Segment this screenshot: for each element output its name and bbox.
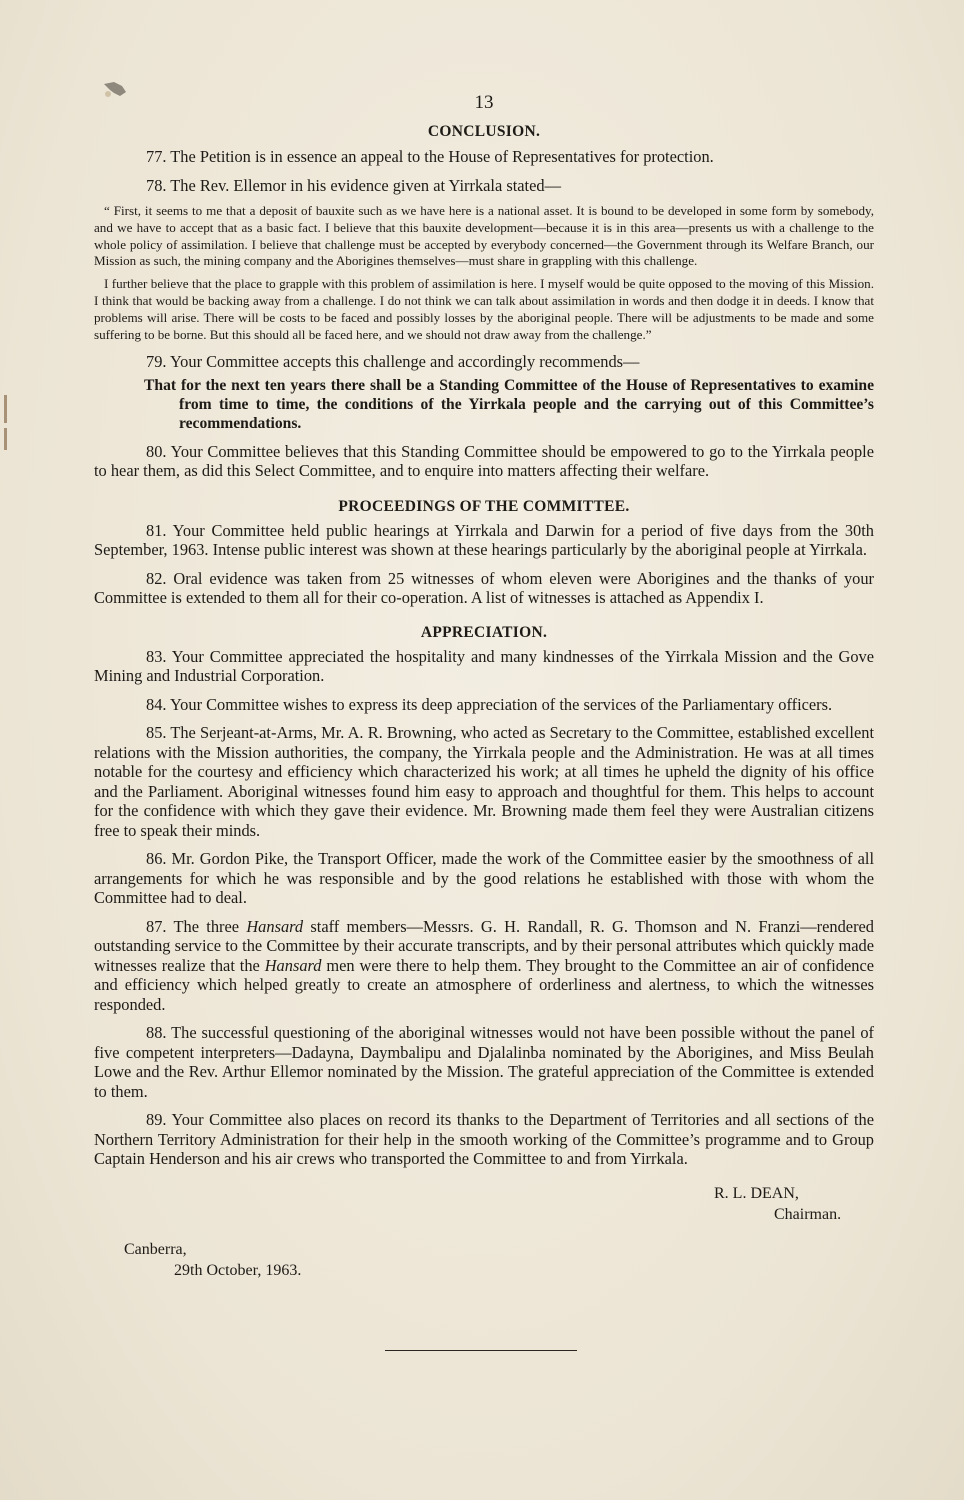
- paragraph-79: 79. Your Committee accepts this challenge and accordingly recommends—: [146, 352, 640, 372]
- paragraph-84: 84. Your Committee wishes to express its deep appreciation of the services of the Parliamentary officers.: [146, 694, 833, 714]
- paragraph-89: 89. Your Committee also places on record its thanks to the Department of Territories and all sections of the Northern Territory Administration for their help in the smooth working of the Committee’s programme and to Group Captain Henderson and his air crews who transported the Committee to and from Yirrkala.: [94, 1110, 874, 1169]
- signature-block: [714, 1183, 874, 1225]
- paragraph-78: 78. The Rev. Ellemor in his evidence given at Yirrkala stated—: [146, 175, 561, 195]
- place-date-block: [124, 1239, 874, 1281]
- paragraph-77: 77. The Petition is in essence an appeal to the House of Representatives for protection.: [146, 147, 714, 166]
- date: 29th October, 1963.: [174, 1261, 302, 1279]
- hansard-italic: Hansard: [264, 955, 322, 975]
- page-number: 13: [474, 92, 494, 113]
- paragraph-82: 82. Oral evidence was taken from 25 witnesses of whom eleven were Aborigines and the thanks of your Committee is extended to them all for their co-operation. A list of witnesses is attached as Appendix I.: [94, 568, 874, 608]
- paragraph-80: 80. Your Committee believes that this Standing Committee should be empowered to go to the Yirrkala people to hear them, as did this Select Committee, and to enquire into matters affecting their welfare.: [94, 441, 874, 481]
- edge-mark: [4, 395, 7, 423]
- heading-conclusion: CONCLUSION.: [427, 123, 541, 140]
- place: Canberra,: [124, 1240, 187, 1258]
- quotation-2: I further believe that the place to grapple with this problem of assimilation is here. I myself would be quite opposed to the moving of this Mission. I think that would be backing away from a challenge. I do not think we can talk about assimilation in words and then dodge it in deeds. I know that problems will arise. There will be costs to be faced and possibly losses by the aboriginal people. There will be adjustments to be made and some suffering to be borne. But this should all be faced here, and we should not draw away from the challenge.”: [94, 276, 874, 342]
- paragraph-87: [94, 917, 874, 1015]
- quotation-1: “ First, it seems to me that a deposit of bauxite such as we have here is a national asset. It is bound to be developed in some form by somebody, and we have to accept that as a basic fact. I believe that this bauxite development—because it is in this area—presents us with a challenge to the whole policy of assimilation. I believe that challenge must be accepted by everybody concerned—the Government through its Welfare Branch, our Mission as such, the mining company and the Aborigines themselves—must share in grappling with this challenge.: [94, 203, 874, 269]
- hansard-italic: Hansard: [246, 916, 304, 936]
- paragraph-83: 83. Your Committee appreciated the hospitality and many kindnesses of the Yirrkala Mission and the Gove Mining and Industrial Corporation.: [94, 646, 874, 686]
- heading-appreciation: APPRECIATION.: [420, 623, 548, 641]
- paragraph-87-end: men were there to help them. They brought to the Committee an air of confidence and efficiency which helped greatly to create an atmosphere of orderliness and alertness, to which the witnesses responded.: [94, 955, 874, 1014]
- paragraph-87-middle: staff members—Messrs. G. H. Randall, R. G. Thomson and N. Franzi—rendered outstanding service to the Committee by their accurate transcripts, and by their personal attributes which quickly made witnesses realize that the: [94, 916, 874, 975]
- paragraph-81: 81. Your Committee held public hearings at Yirrkala and Darwin for a period of five days from the 30th September, 1963. Intense public interest was shown at these hearings particularly by the aboriginal people at Yirrkala.: [94, 520, 874, 560]
- signatory-name: R. L. DEAN,: [714, 1184, 799, 1202]
- paragraph-88: 88. The successful questioning of the aboriginal witnesses would not have been possible without the panel of five competent interpreters—Dadayna, Daymbalipu and Djalalinba nominated by the Aborigines, and Miss Beulah Lowe and the Rev. Arthur Ellemor nominated by the Mission. The grateful appreciation of the Committee is extended to them.: [94, 1023, 874, 1101]
- recommendation: That for the next ten years there shall be a Standing Committee of the House of Representatives to examine from time to time, the conditions of the Yirrkala people and the carrying out of this Committee’s recommendations.: [144, 376, 874, 432]
- document-body: [94, 92, 874, 1281]
- paragraph-86: 86. Mr. Gordon Pike, the Transport Officer, made the work of the Committee easier by the smoothness of all arrangements for which he was responsible and by the good relations he established with those with whom the Committee had to deal.: [94, 849, 874, 908]
- paragraph-87-start: 87. The three: [146, 916, 247, 936]
- heading-proceedings: PROCEEDINGS OF THE COMMITTEE.: [338, 497, 630, 515]
- closing-rule: [385, 1350, 577, 1351]
- paragraph-85: 85. The Serjeant-at-Arms, Mr. A. R. Browning, who acted as Secretary to the Committee, established excellent relations with the Mission authorities, the company, the Yirrkala people and the Administration. He was at all times notable for the courtesy and efficiency which characterized his work; at all times he upheld the dignity of his office and the Parliament. Aboriginal witnesses found him easy to approach and thoughtful for them. This helps to account for the confidence with which they gave their evidence. Mr. Browning made them feel they were Australian citizens free to speak their minds.: [94, 723, 874, 840]
- signatory-title: Chairman.: [774, 1205, 842, 1223]
- edge-mark: [4, 428, 7, 450]
